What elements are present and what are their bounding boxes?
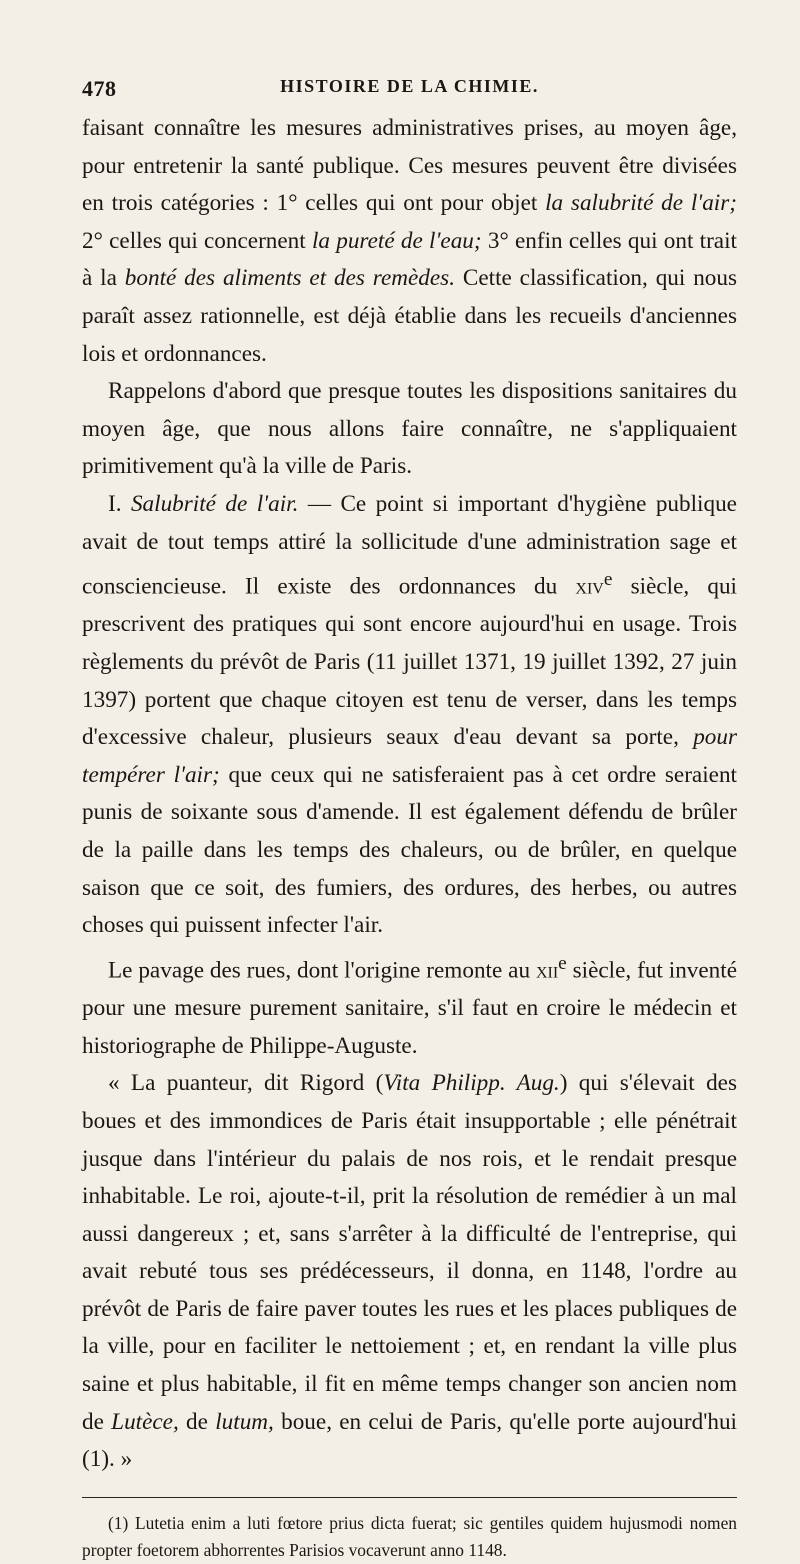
paragraph-5 bbox=[82, 1065, 737, 1479]
page-number: 478 bbox=[82, 76, 117, 101]
footnote-divider bbox=[82, 1497, 737, 1498]
text-run: « La puanteur, dit Rigord ( bbox=[108, 1070, 384, 1097]
text-run: Le pavage des rues, dont l'origine remonte au bbox=[108, 957, 536, 984]
body-text bbox=[82, 110, 737, 1479]
text-run: I. bbox=[108, 490, 131, 517]
footnote-text: (1) Lutetia enim a luti fœtore prius dicta fuerat; sic gentiles quidem hujusmodi nomen propter foetorem abhorrentes Parisios vocaverunt anno 1148. bbox=[82, 1512, 737, 1560]
text-run: Cette classification, qui nous paraît assez rationnelle, est déjà établie dans les recueils d'anciennes lois et ordonnances. bbox=[82, 265, 737, 367]
paragraph-3 bbox=[82, 486, 737, 945]
italic-run: Lutèce, bbox=[111, 1408, 179, 1435]
italic-run: lutum, bbox=[215, 1408, 274, 1435]
text-run: 3° enfin celles qui ont trait à la bbox=[82, 227, 737, 292]
superscript: e bbox=[603, 569, 613, 591]
text-run: — Ce point si important d'hygiène publique avait de tout temps attiré la sollicitude d'une administration sage et consciencieuse. Il existe des ordonnances du bbox=[82, 490, 737, 600]
paragraph-1 bbox=[82, 110, 737, 373]
superscript: e bbox=[558, 952, 567, 974]
text-run: que ceux qui ne satisferaient pas à cet ordre seraient punis de soixante sous d'amende. Il est également défendu de brûler de la paille dans les temps des chaleurs, ou de brûler, en quelque saison que ce soit, des fumiers, des ordures, des herbes, ou autres choses qui puissent infecter l'air. bbox=[82, 761, 737, 939]
text-run: siècle, qui prescrivent des pratiques qui sont encore aujourd'hui en usage. Trois règlements du prévôt de Paris (11 juillet 1371, 19 juillet 1392, 27 juin 1397) portent que chaque citoyen est tenu de verser, dans les temps d'excessive chaleur, plusieurs seaux d'eau devant sa porte, bbox=[82, 573, 737, 751]
text-run: boue, en celui de Paris, qu'elle porte aujourd'hui (1). » bbox=[82, 1408, 738, 1473]
text-run: faisant connaître les mesures administratives prises, au moyen âge, pour entretenir la santé publique. Ces mesures peuvent être divisées en trois catégories : 1° celles qui ont pour objet bbox=[82, 115, 737, 217]
italic-run: pour tempérer l'air; bbox=[82, 724, 737, 788]
text-run: de bbox=[178, 1408, 216, 1435]
page-header bbox=[82, 76, 737, 110]
italic-run: bonté des aliments et des remèdes. bbox=[124, 265, 455, 292]
text-run: siècle, fut inventé pour une mesure purement sanitaire, s'il faut en croire le médecin et historiographe de Philippe-Auguste. bbox=[82, 957, 738, 1059]
paragraph-2: Rappelons d'abord que presque toutes les dispositions sanitaires du moyen âge, que nous allons faire connaître, ne s'appliquaient primitivement qu'à la ville de Paris. bbox=[82, 378, 737, 480]
century-numeral: xiv bbox=[575, 573, 604, 600]
paragraph-4 bbox=[82, 945, 737, 1066]
section-heading: Salubrité de l'air. bbox=[130, 490, 299, 517]
century-numeral: xii bbox=[535, 957, 559, 984]
running-title: HISTOIRE DE LA CHIMIE. bbox=[280, 76, 539, 96]
text-run: 2° celles qui concernent bbox=[82, 227, 312, 254]
footnote bbox=[82, 1510, 737, 1564]
italic-run: la salubrité de l'air; bbox=[545, 190, 737, 217]
italic-run: Vita Philipp. Aug. bbox=[383, 1070, 560, 1097]
italic-run: la pureté de l'eau; bbox=[311, 227, 482, 254]
book-page bbox=[82, 76, 737, 1564]
text-run: ) qui s'élevait des boues et des immondices de Paris était insupportable ; elle pénétrait jusque dans l'intérieur du palais de nos rois, et le rendait presque inhabitable. Le roi, ajoute-t-il, prit la résolution de remédier à un mal aussi dangereux ; et, sans s'arrêter à la difficulté de l'entreprise, qui avait rebuté tous ses prédécesseurs, il donna, en 1148, l'ordre au prévôt de Paris de faire paver toutes les rues et les places publiques de la ville, pour en faciliter le nettoiement ; et, en rendant la ville plus saine et plus habitable, il fit en même temps changer son ancien nom de bbox=[82, 1070, 737, 1435]
